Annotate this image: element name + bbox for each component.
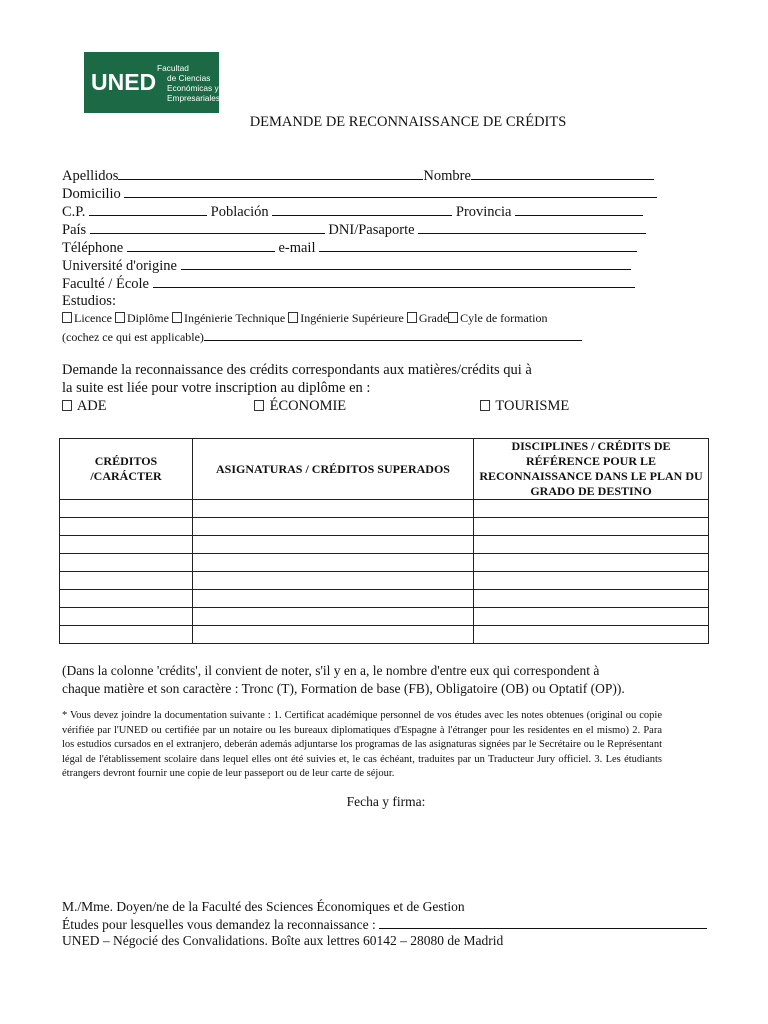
footer-studies-label: Études pour lesquelles vous demandez la reconnaissance : — [62, 917, 376, 932]
row-cp — [62, 202, 643, 221]
table-row — [60, 608, 709, 626]
degree-option-economie[interactable] — [254, 397, 346, 415]
degree-option-tourisme[interactable] — [480, 397, 569, 415]
table-cell[interactable] — [474, 590, 709, 608]
apellidos-label: Apellidos — [62, 168, 119, 184]
table-cell[interactable] — [60, 500, 193, 518]
table-cell[interactable] — [193, 536, 474, 554]
row-universite — [62, 256, 631, 275]
logo-line: Empresariales — [167, 92, 221, 103]
table-cell[interactable] — [60, 554, 193, 572]
table-cell[interactable] — [474, 536, 709, 554]
checkbox[interactable] — [62, 312, 72, 323]
logo-line: Facultad — [157, 62, 189, 73]
footer-line-1: M./Mme. Doyen/ne de la Faculté des Sciences Économiques et de Gestion — [62, 899, 465, 914]
pais-label: País — [62, 222, 87, 238]
header-disciplines: DISCIPLINES / CRÉDITS DE RÉFÉRENCE POUR LE RECONNAISSANCE DANS LE PLAN DU GRADO DE DESTINO — [474, 439, 709, 500]
universite-field[interactable] — [181, 256, 631, 270]
nombre-label: Nombre — [423, 168, 471, 184]
faculte-field[interactable] — [153, 274, 635, 288]
table-cell[interactable] — [474, 500, 709, 518]
fine-print: * Vous devez joindre la documentation suivante : 1. Certificat académique personnel de vos études avec les notes obtenues (original ou copie vérifiée par l'UNED ou certifiée par un notaire ou les bureaux diplomatiques d'Espagne à l'étranger pour les residentes en el mismo) 2. Para los estudios cursados en el extranjero, deberán además adjuntarse los programas de las asignaturas signées par le Secrétaire ou le Représentant légal de l'établissement scolaire dans lequel elles ont été suivies et, le cas échéant, traduites par un Traducteur Jury officiel. 3. Les étudiants étrangers devront fournir une copie de leur passeport ou de leur carte de séjour. — [62, 710, 662, 779]
note-line-2: chaque matière et son caractère : Tronc (T), Formation de base (FB), Obligatoire (OB) ou Optatif (OP)). — [62, 681, 625, 696]
table-cell[interactable] — [474, 518, 709, 536]
cochez-label: (cochez ce qui est applicable) — [62, 330, 204, 344]
table-cell[interactable] — [474, 554, 709, 572]
dni-label: DNI/Pasaporte — [328, 222, 415, 238]
provincia-label: Provincia — [455, 204, 512, 220]
checkbox[interactable] — [115, 312, 125, 323]
estudios-options — [62, 309, 547, 327]
pais-field[interactable] — [90, 220, 325, 234]
email-label: e-mail — [278, 240, 316, 256]
option-label: Licence — [74, 311, 112, 325]
table-cell[interactable] — [193, 554, 474, 572]
cp-label: C.P. — [62, 204, 86, 220]
table-cell[interactable] — [474, 572, 709, 590]
table-row — [60, 518, 709, 536]
domicilio-field[interactable] — [124, 184, 657, 198]
table-cell[interactable] — [193, 590, 474, 608]
telephone-field[interactable] — [127, 238, 275, 252]
apellidos-field[interactable] — [118, 166, 423, 180]
table-cell[interactable] — [193, 500, 474, 518]
option-label: Diplôme — [126, 311, 169, 325]
cp-field[interactable] — [89, 202, 207, 216]
logo-faculty — [157, 63, 220, 103]
option-label: Ingénierie Technique — [183, 311, 286, 325]
checkbox[interactable] — [407, 312, 417, 323]
row-faculte — [62, 274, 635, 293]
table-row — [60, 500, 709, 518]
dni-field[interactable] — [418, 220, 646, 234]
uned-logo — [84, 52, 219, 113]
estudios-label: Estudios: — [62, 293, 116, 309]
header-creditos: CRÉDITOS /CARÁCTER — [60, 439, 193, 500]
option-label: Ingénierie Supérieure — [300, 311, 404, 325]
table-cell[interactable] — [193, 626, 474, 644]
faculte-label: Faculté / École — [62, 276, 149, 292]
nombre-field[interactable] — [471, 166, 654, 180]
option-label: TOURISME — [495, 398, 570, 414]
table-cell[interactable] — [193, 572, 474, 590]
table-cell[interactable] — [60, 518, 193, 536]
logo-line: Económicas y — [167, 82, 219, 93]
degree-option-ade[interactable] — [62, 397, 107, 415]
checkbox[interactable] — [62, 400, 72, 411]
table-row — [60, 554, 709, 572]
poblacion-label: Población — [210, 204, 269, 220]
row-domicilio — [62, 184, 657, 203]
option-label: ADE — [76, 398, 107, 414]
row-pais — [62, 220, 646, 239]
footer-line-3: UNED – Négocié des Convalidations. Boîte aux lettres 60142 – 28080 de Madrid — [62, 933, 504, 948]
domicilio-label: Domicilio — [62, 186, 121, 202]
table-cell[interactable] — [60, 536, 193, 554]
poblacion-field[interactable] — [272, 202, 452, 216]
table-header-row — [60, 439, 709, 500]
table-row — [60, 590, 709, 608]
checkbox[interactable] — [254, 400, 264, 411]
checkbox[interactable] — [288, 312, 298, 323]
table-cell[interactable] — [60, 572, 193, 590]
logo-line: de Ciencias — [167, 72, 211, 83]
option-label: Grade — [418, 311, 449, 325]
table-cell[interactable] — [474, 608, 709, 626]
table-cell[interactable] — [474, 626, 709, 644]
table-cell[interactable] — [60, 608, 193, 626]
request-line-1: Demande la reconnaissance des crédits correspondants aux matières/crédits qui à — [62, 362, 532, 378]
table-cell[interactable] — [193, 608, 474, 626]
row-cochez — [62, 327, 582, 346]
email-field[interactable] — [319, 238, 637, 252]
form-title: DEMANDE DE RECONNAISSANCE DE CRÉDITS — [249, 114, 567, 130]
row-telephone — [62, 238, 637, 257]
option-label: ÉCONOMIE — [269, 398, 347, 414]
logo-brand: UNED — [91, 69, 157, 95]
header-asignaturas: ASIGNATURAS / CRÉDITOS SUPERADOS — [193, 439, 474, 500]
checkbox[interactable] — [448, 312, 458, 323]
checkbox[interactable] — [480, 400, 490, 411]
option-label: Cyle de formation — [460, 311, 548, 325]
signature-label: Fecha y firma: — [346, 794, 426, 809]
studies-field[interactable] — [379, 915, 707, 929]
table-cell[interactable] — [60, 590, 193, 608]
note-line-1: (Dans la colonne 'crédits', il convient de noter, s'il y en a, le nombre d'entre eux qui correspondent à — [62, 663, 600, 678]
telephone-label: Téléphone — [62, 240, 124, 256]
table-cell[interactable] — [193, 518, 474, 536]
table-row — [60, 536, 709, 554]
universite-label: Université d'origine — [62, 258, 177, 274]
checkbox[interactable] — [172, 312, 182, 323]
provincia-field[interactable] — [515, 202, 643, 216]
cochez-field[interactable] — [204, 327, 582, 341]
request-line-2: la suite est liée pour votre inscription au diplôme en : — [62, 380, 371, 396]
table-cell[interactable] — [60, 626, 193, 644]
credits-table — [59, 438, 709, 644]
row-apellidos — [62, 166, 654, 185]
table-row — [60, 626, 709, 644]
table-row — [60, 572, 709, 590]
